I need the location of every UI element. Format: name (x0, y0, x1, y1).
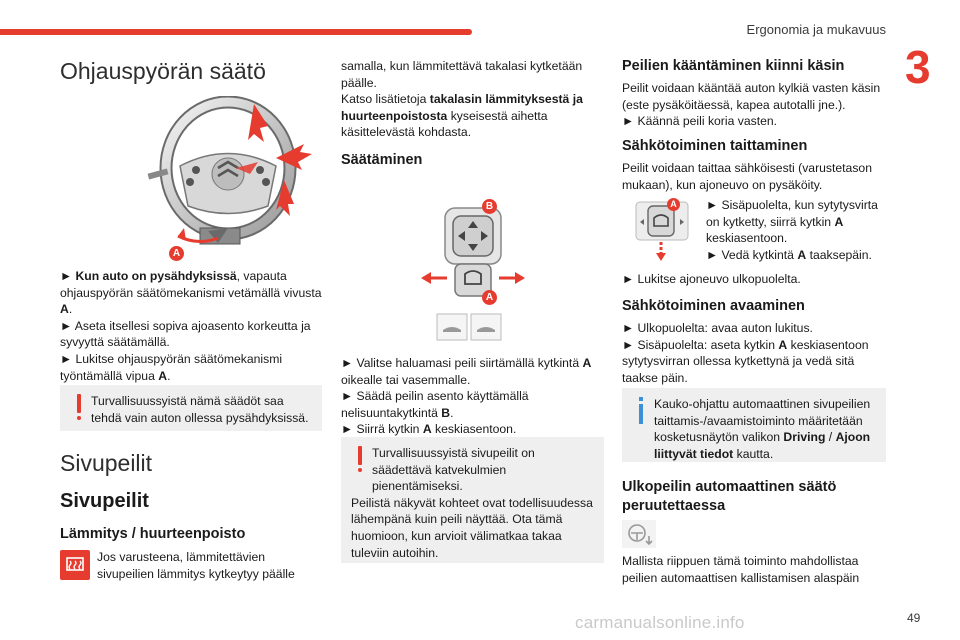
header-accent-bar (0, 29, 472, 35)
heading-mirrors: Sivupeilit (60, 450, 153, 476)
rear-defrost-icon (60, 550, 90, 580)
mirror-fold-switch-icon (634, 198, 690, 262)
auto-reverse-text: Mallista riippuen tämä toiminto mahdollistaa peilien automaattisen kallistamisen alaspäin (622, 554, 860, 585)
steering-step-1: ► Kun auto on pysähdyksissä, vapauta ohjauspyörän säätömekanismi vetämällä vivusta A. (60, 269, 322, 317)
warning-icon (74, 394, 84, 424)
heading-electric-fold: Sähkötoiminen taittaminen (622, 138, 808, 154)
mirror-control-illustration (421, 196, 601, 346)
electric-fold-text: Peilit voidaan taittaa sähköisesti (varustetason mukaan), kun ajoneuvo on pysäköity. (622, 161, 872, 192)
subheading-mirrors: Sivupeilit (60, 490, 149, 512)
steering-steps (60, 268, 322, 384)
electric-open-step-1: ► Ulkopuolelta: avaa auton lukitus. (622, 321, 813, 335)
heading-manual-fold: Peilien kääntäminen kiinni käsin (622, 58, 845, 74)
warning-box-mirrors (341, 437, 604, 563)
manual-fold-text: Peilit voidaan kääntää auton kylkiä vasten käsin (este pysäköitäessä, kapea autotalli jne.). ► Käännä peili koria vasten. (622, 81, 881, 129)
label-b: B (482, 199, 497, 214)
warning-mirrors-line1: Turvallisuussyistä sivupeilit on säädettävä katvekulmien pienentämiseksi. (372, 446, 535, 494)
adjust-step-2: ► Säädä peilin asento käyttämällä nelisuuntakytkintä B. (341, 389, 529, 420)
warning-mirrors-line2: Peilistä näkyvät kohteet ovat todellisuudessa lähempänä kuin peili näyttää. Ota tämä huomioon, kun arvioit välimatkaa takaa tuleviin autoihin. (351, 495, 593, 560)
heating-text: Jos varusteena, lämmitettävien sivupeilien lämmitys kytkeytyy päälle (97, 550, 295, 581)
electric-fold-steps (706, 197, 886, 263)
electric-fold-step-2: ► Vedä kytkintä A taaksepäin. (706, 247, 872, 262)
chapter-number: 3 (905, 41, 931, 93)
page-number: 49 (907, 611, 921, 625)
heading-steering-wheel: Ohjauspyörän säätö (60, 58, 266, 84)
electric-fold-step-3: ► Lukitse ajoneuvo ulkopuolelta. (622, 272, 801, 286)
info-box-remote-fold: Kauko-ohjattu automaattinen sivupeilien taittamis-/avaamistoiminto määritetään kosketusnäytön valikon Driving / Ajoon liittyvät tiedot kautta. (622, 388, 886, 462)
adjust-step-1: ► Valitse haluamasi peili siirtämällä kytkintä A oikealle tai vasemmalle. (341, 356, 592, 387)
steering-wheel-illustration (118, 96, 338, 256)
heading-electric-open: Sähkötoiminen avaaminen (622, 298, 805, 314)
heading-adjust: Säätäminen (341, 152, 423, 168)
warning-box-steering: Turvallisuussyistä nämä säädöt saa tehdä vain auton ollessa pysähdyksissä. (60, 385, 322, 431)
figure-label-a: A (169, 246, 184, 261)
label-a: A (482, 290, 497, 305)
heading-auto-reverse: Ulkopeilin automaattinen säätö peruutettaessa (622, 479, 837, 514)
steering-step-2: ► Aseta itsellesi sopiva ajoasento korkeutta ja syvyyttä säätämällä. (60, 318, 311, 350)
electric-fold-step-1: ► Sisäpuolelta, kun sytytysvirta on kytketty, siirrä kytkin A keskiasentoon. (706, 198, 878, 246)
heading-heating: Lämmitys / huurteenpoisto (60, 526, 246, 542)
defrost-reference: samalla, kun lämmitettävä takalasi kytketään päälle. Katso lisätietoja takalasin lämmityksestä ja huurteenpoistosta kyseisestä aihetta käsittelevästä kohdasta. (341, 59, 583, 140)
watermark: carmanualsonline.info (575, 613, 745, 632)
section-title: Ergonomia ja mukavuus (746, 22, 886, 37)
steering-step-3: ► Lukitse ohjauspyörän säätömekanismi työntämällä vipua A. (60, 351, 283, 383)
electric-open-steps (622, 320, 886, 386)
adjust-steps (341, 355, 604, 438)
label-a: A (667, 198, 680, 211)
adjust-step-3: ► Siirrä kytkin A keskiasentoon. (341, 422, 517, 437)
info-icon (636, 397, 646, 427)
warning-icon (355, 446, 365, 476)
electric-open-step-2: ► Sisäpuolelta: aseta kytkin A keskiasentoon sytytysvirran ollessa kytkettynä ja vedä sitä taakse päin. (622, 337, 869, 385)
mirror-reverse-icon (622, 520, 656, 548)
